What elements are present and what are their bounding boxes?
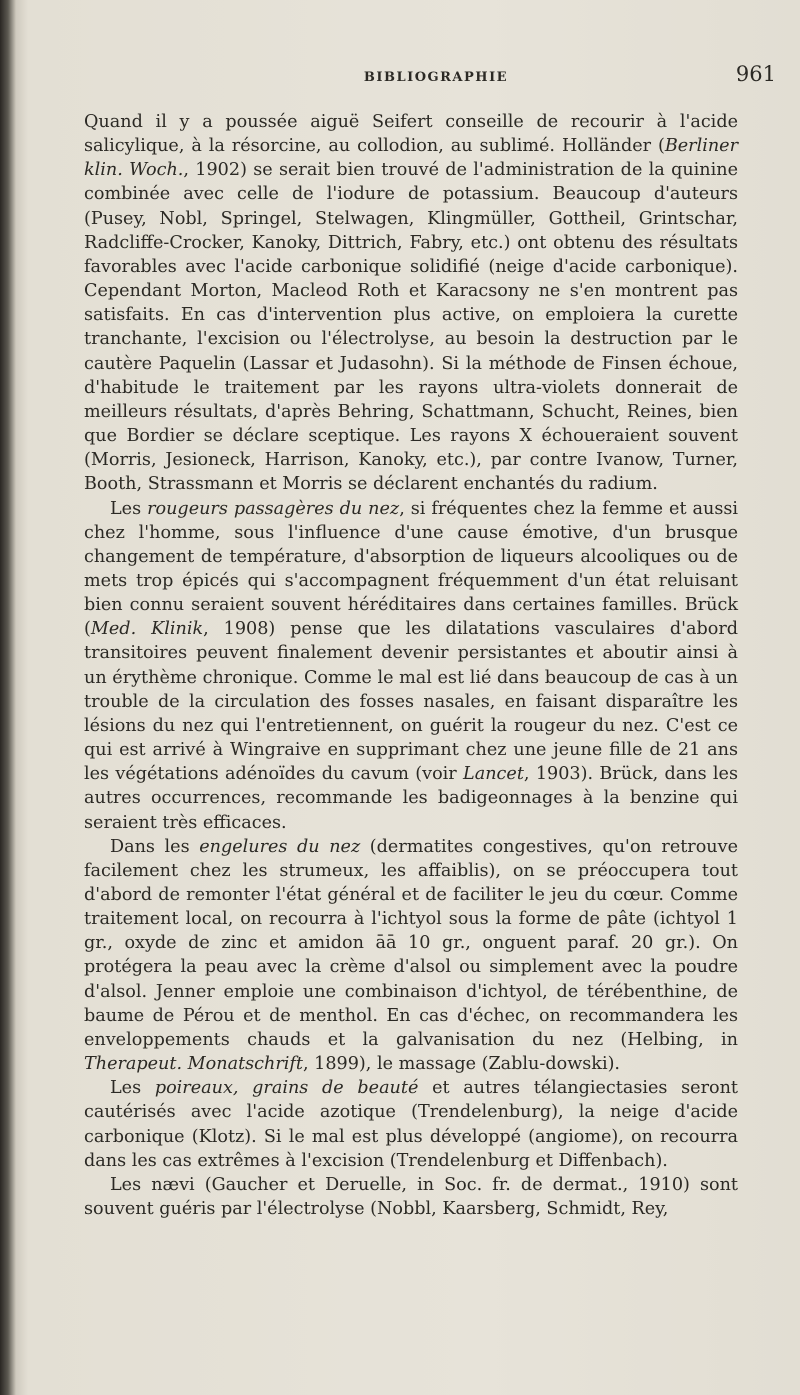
paragraph-rougeurs: [84, 497, 738, 835]
paragraph-naevi: [84, 1173, 738, 1221]
italic-run: Berliner klin. Woch.: [84, 136, 738, 181]
italic-run: engelures du nez: [199, 836, 361, 857]
italic-run: Med. Klinik: [90, 619, 204, 640]
running-title: BIBLIOGRAPHIE: [363, 70, 509, 85]
text-run: , 1908) pense que les dilatations vasculaires d'abord transitoires peuvent finalement devenir persistantes et aboutir ainsi à un érythème chronique. Comme le mal est lié dans beaucoup de cas à un trouble de la circulation des fosses nasales, en faisant disparaître les lésions du nez qui l'entretiennent, on guérit la rougeur du nez. C'est ce qui est arrivé à Wingraive en supprimant chez une jeune fille de 21 ans les végétations adénoïdes du cavum (voir: [84, 619, 738, 785]
text-run: Les: [110, 498, 148, 519]
text-run: (dermatites congestives, qu'on retrouve facilement chez les strumeux, les affaiblis), on se préoccupera tout d'abord de remonter l'état général et de faciliter le jeu du cœur. Comme traitement local, on recourra à l'ichtyol sous la forme de pâte (ichtyol 1 gr., oxyde de zinc et amidon āā 10 gr., onguent paraf. 20 gr.). On protégera la peau avec la crème d'alsol ou simplement avec la poudre d'alsol. Jenner emploie une combinaison d'ichtyol, de térébenthine, de baume de Pérou et de menthol. En cas d'échec, on recommandera les enveloppements chauds et la galvanisation du nez (Helbing, in: [84, 836, 738, 1050]
page-number: 961: [735, 62, 776, 86]
italic-run: Lancet: [463, 764, 524, 785]
paragraph-poireaux: [84, 1076, 738, 1173]
text-run: Dans les: [110, 836, 200, 857]
text-run: Les: [110, 1078, 155, 1099]
italic-run: rougeurs passagères du nez: [147, 498, 400, 519]
text-run: Les nævi (Gaucher et Deruelle, in Soc. fr. de dermat., 1910) sont souvent guéris par l'électrolyse (Nobbl, Kaarsberg, Schmidt, Rey,: [84, 1174, 738, 1220]
text-run: , 1903). Brück, dans les autres occurrences, recommande les badigeonnages à la benzine qui seraient très efficaces.: [84, 764, 738, 833]
italic-run: Therapeut. Monatschrift: [84, 1054, 303, 1075]
paragraph-acne-treatment: [84, 110, 738, 497]
running-head: [84, 62, 788, 92]
text-run: , 1899), le massage (Zablu-dowski).: [302, 1054, 621, 1075]
text-run: , si fréquentes chez la femme et aussi chez l'homme, sous l'influence d'une cause émotive, d'un brusque changement de température, d'absorption de liqueurs alcooliques ou de mets trop épicés qui s'accompagnent fréquemment d'un état reluisant bien connu seraient souvent héréditaires dans certaines familles. Brück (: [84, 498, 739, 640]
body-text: [84, 110, 738, 1221]
text-run: et autres télangiectasies seront cautérisés avec l'acide azotique (Trendelenburg), la neige d'acide carbonique (Klotz). Si le mal est plus développé (angiome), on recourra dans les cas extrêmes à l'excision (Trendelenburg et Diffenbach).: [84, 1078, 738, 1171]
paragraph-engelures: [84, 835, 738, 1077]
text-run: Quand il y a poussée aiguë Seifert conseille de recourir à l'acide salicylique, à la résorcine, au collodion, au sublimé. Holländer (: [84, 112, 738, 157]
italic-run: poireaux, grains de beauté: [154, 1078, 419, 1099]
text-run: , 1902) se serait bien trouvé de l'administration de la quinine combinée avec celle de l'iodure de potassium. Beaucoup d'auteurs (Pusey, Nobl, Springel, Stelwagen, Klingmüller, Gottheil, Grintschar, Radcliffe-Crocker, Kanoky, Dittrich, Fabry, etc.) ont obtenu des résultats favorables avec l'acide carbonique solidifié (neige d'acide carbonique). Cependant Morton, Macleod Roth et Karacsony ne s'en montrent pas satisfaits. En cas d'intervention plus active, on emploiera la curette tranchante, l'excision ou l'électrolyse, au besoin la destruction par le cautère Paquelin (Lassar et Judasohn). Si la méthode de Finsen échoue, d'habitude le traitement par les rayons ultra-violets donnerait de meilleurs résultats, d'après Behring, Schattmann, Schucht, Reines, bien que Bordier se déclare sceptique. Les rayons X échoueraient souvent (Morris, Jesioneck, Harrison, Kanoky, etc.), par contre Ivanow, Turner, Booth, Strassmann et Morris se déclarent enchantés du radium.: [84, 160, 738, 495]
